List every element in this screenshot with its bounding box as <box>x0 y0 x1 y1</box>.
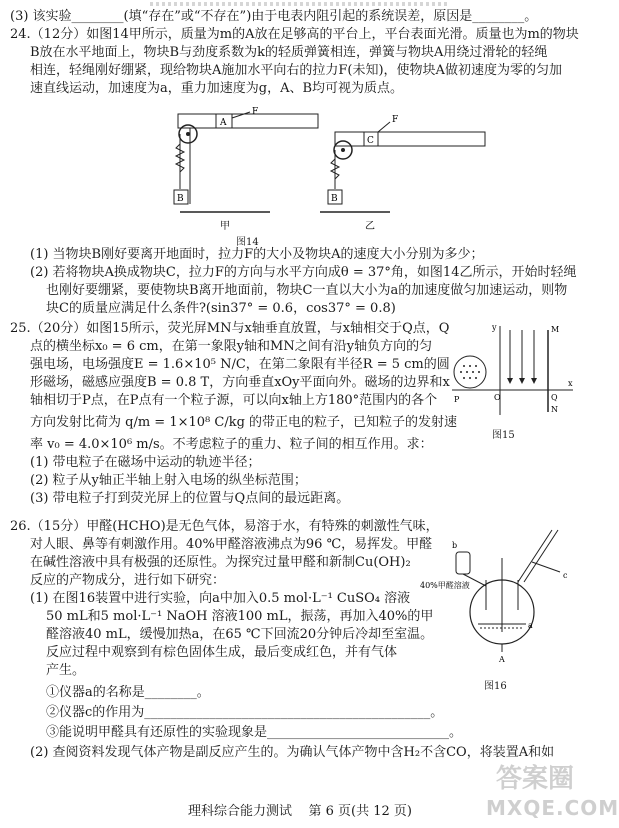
svg-text:a: a <box>528 621 533 630</box>
q24-sub2-line3: 块C的质量应满足什么条件?(sin37° = 0.6，cos37° = 0.8) <box>46 301 396 316</box>
q26-item3: ③能说明甲醛具有还原性的实验现象是____________________________。 <box>46 725 463 740</box>
q24-sub2-line2: 也刚好要绷紧，要使物块B离开地面前，物块C一直以大小为a的加速度做匀加速运动，则物 <box>46 283 568 298</box>
block-a-label: A <box>220 118 227 128</box>
q24-sub2-line1: (2) 若将物块A换成物块C，拉力F的方向与水平方向成θ = 37°角，如图14乙所示，开始时轻绳 <box>30 265 577 280</box>
q26-item1: ①仪器a的名称是________。 <box>46 685 210 700</box>
q25-sub2: (2) 粒子从y轴正半轴上射入电场的纵坐标范围； <box>30 473 307 488</box>
q26-line1: 26.（15分）甲醛(HCHO)是无色气体，易溶于水，有特殊的刺激性气味， <box>10 519 439 534</box>
svg-text:b: b <box>452 541 458 550</box>
q25-line6: 方向发射比荷为 q/m = 1×10⁸ C/kg 的带正电的粒子，已知粒子的发射速 <box>30 415 458 430</box>
block-c-label: C <box>367 136 374 146</box>
svg-text:A: A <box>499 655 505 664</box>
block-b-label: B <box>177 194 184 204</box>
scan-noise <box>150 2 450 6</box>
q26-line4: 反应的产物成分，进行如下研究： <box>30 573 226 588</box>
svg-text:N: N <box>551 405 558 414</box>
q23-part3: (3) 该实验________(填“存在”或“不存在”)由于电表内阻引起的系统误差，原因是________。 <box>10 9 538 24</box>
q25-sub1: (1) 带电粒子在磁场中运动的轨迹半径； <box>30 455 261 470</box>
fig14-part-b: 乙 <box>365 221 375 232</box>
svg-text:x: x <box>568 379 573 388</box>
q26-sub1-line4: 反应过程中观察到有棕色固体生成，最后变成红色，并有气体 <box>46 645 398 660</box>
q26-sub1-line3: 醛溶液40 mL，缓慢加热a，在65 ℃下回流20分钟后冷却至室温。 <box>46 627 434 642</box>
q26-line3: 在碱性溶液中具有极强的还原性。为探究过量甲醛和新制Cu(OH)₂ <box>30 555 411 570</box>
watermark-logo: 答案圈 MXQE.COM <box>486 764 619 820</box>
q24-line3: 相连，轻绳刚好绷紧，现给物块A施加水平向右的拉力F(未知)，使物块A做初速度为零的匀加 <box>30 63 562 78</box>
q25-sub3: (3) 带电粒子打到荧光屏上的位置与Q点间的最远距离。 <box>30 491 350 506</box>
figure-15 <box>448 320 578 420</box>
fig15-caption: 图15 <box>492 430 515 441</box>
q24-line1: 24.（12分）如图14甲所示，质量为m的A放在足够高的平台上，平台表面光滑。质量也为m的物块 <box>10 27 579 42</box>
fig16-caption: 图16 <box>484 681 507 692</box>
svg-text:c: c <box>563 571 568 580</box>
q26-sub1-line2: 50 mL和5 mol·L⁻¹ NaOH 溶液100 mL，振荡，再加入40%的甲 <box>46 609 434 624</box>
q26-sub1-line1: (1) 在图16装置中进行实验，向a中加入0.5 mol·L⁻¹ CuSO₄ 溶液 <box>30 591 411 606</box>
svg-text:P: P <box>454 395 460 404</box>
svg-text:B: B <box>331 194 338 204</box>
figure-14 <box>160 104 490 244</box>
q26-item2: ②仪器c的作用为____________________________________________。 <box>46 705 444 720</box>
svg-text:M: M <box>551 325 560 334</box>
force-label: F <box>252 107 259 117</box>
svg-text:y: y <box>492 323 497 332</box>
q26-line2: 对人眼、鼻等有刺激作用。40%甲醛溶液沸点为96 ℃，易挥发。甲醛 <box>30 537 433 552</box>
svg-text:O: O <box>494 393 501 402</box>
q25-line2: 点的横坐标x₀ = 6 cm，在第一象限y轴和MN之间有沿y轴负方向的匀 <box>30 339 433 354</box>
q25-line1: 25.（20分）如图15所示，荧光屏MN与x轴垂直放置，与x轴相交于Q点，Q <box>10 321 450 336</box>
q24-sub1: (1) 当物块B刚好要离开地面时，拉力F的大小及物块A的速度大小分别为多少； <box>30 247 484 262</box>
q26-sub1-line5: 产生。 <box>46 663 86 678</box>
fig14-caption: 图14 <box>236 237 259 248</box>
q26-sub2-line1: (2) 查阅资料发现气体产物是副反应产生的。为确认气体产物中含H₂不含CO，将装置A和如 <box>30 745 555 760</box>
footer-subject: 理科综合能力测试 <box>187 804 292 819</box>
q25-line7: 率 v₀ = 4.0×10⁶ m/s。不考虑粒子的重力、粒子间的相互作用。求： <box>30 437 433 452</box>
q25-line5: 轴相切于P点，在P点有一个粒子源，可以向x轴上方180°范围内的各个 <box>30 393 438 408</box>
q25-line3: 强电场，电场强度E = 1.6×10⁵ N/C，在第二象限有半径R = 5 cm的圆 <box>30 357 450 372</box>
footer-page: 第 6 页(共 12 页) <box>308 804 413 819</box>
q25-line4: 形磁场，磁感应强度B = 0.8 T，方向垂直xOy平面向外。磁场的边界和x <box>30 375 450 390</box>
svg-text:F: F <box>392 115 399 125</box>
svg-text:Q: Q <box>551 393 558 402</box>
figure-16 <box>420 520 590 670</box>
q24-line2: B放在水平地面上，物块B与劲度系数为k的轻质弹簧相连，弹簧与物块A用绕过滑轮的轻绳 <box>30 45 548 60</box>
q24-line4: 速直线运动，加速度为a，重力加速度为g，A、B均可视为质点。 <box>30 81 404 96</box>
fig16-solution-label: 40%甲醛溶液 <box>420 581 470 590</box>
fig14-part-a: 甲 <box>220 221 230 232</box>
